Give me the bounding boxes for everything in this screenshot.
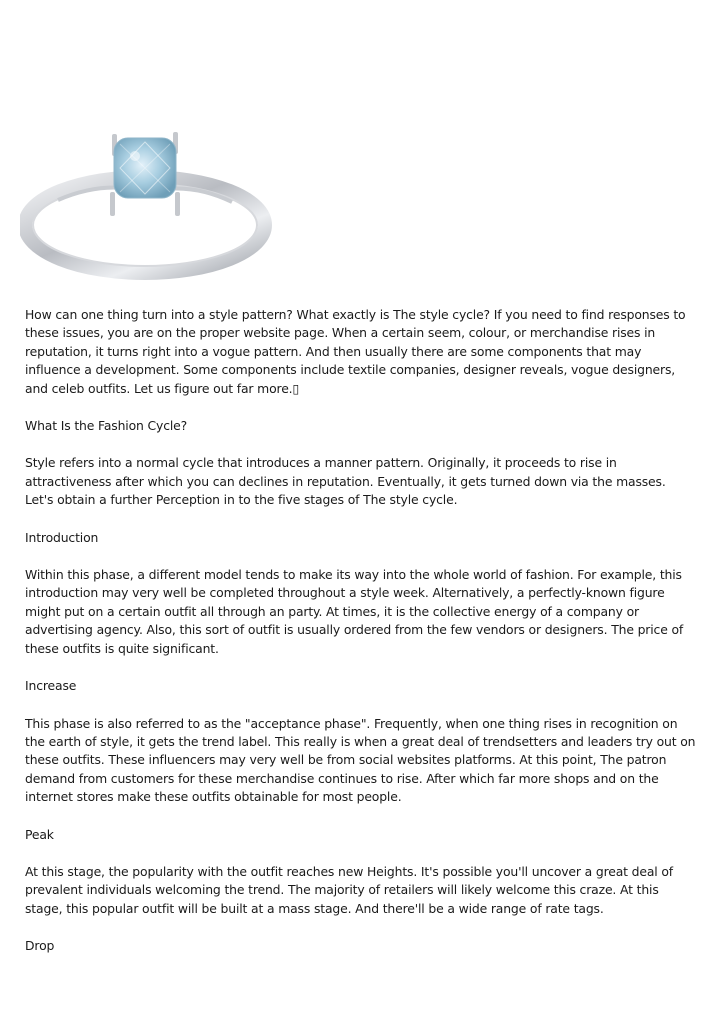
heading-fashion-cycle: What Is the Fashion Cycle?	[25, 418, 188, 434]
increase-paragraph: This phase is also referred to as the "acceptance phase". Frequently, when one thing rises in recognition on the earth of style, it gets the trend label. This really is when a great deal of trendsetters and leaders try out on these outfits. These influencers may very well be from social websites platforms. At this point, The patron demand from customers for these merchandise continues to rise. After which far more shops and on the internet stores make these outfits obtainable for most people.	[25, 715, 696, 805]
heading-introduction: Introduction	[25, 529, 99, 545]
introduction-paragraph: Within this phase, a different model tends to make its way into the whole world of fashion. For example, this introduction may very well be completed throughout a style week. Alternatively, a perfectly-known figure might put on a certain outfit all through an party. At times, it is the collective energy of a company or advertising agency. Also, this sort of outfit is usually ordered from the few vendors or designers. The price of these outfits is quite significant.	[25, 567, 684, 656]
peak-paragraph: At this stage, the popularity with the outfit reaches new Heights. It's possible you'll uncover a great deal of prevalent individuals welcoming the trend. The majority of retailers will likely welcome this craze. At this stage, this popular outfit will be built at a mass stage. And there'll be a wide range of rate tags.	[25, 863, 674, 916]
heading-increase: Increase	[25, 678, 77, 694]
heading-drop: Drop	[25, 938, 55, 954]
ring-icon	[20, 120, 275, 280]
style-paragraph: Style refers into a normal cycle that introduces a manner pattern. Originally, it proceeds to rise in attractiveness after which you can declines in reputation. Eventually, it gets turned down via the masses. Let's obtain a further Perception in to the five stages of The style cycle.	[25, 455, 666, 508]
article-body	[25, 306, 697, 975]
heading-peak: Peak	[25, 826, 54, 842]
intro-paragraph: How can one thing turn into a style pattern? What exactly is The style cycle? If you need to find responses to these issues, you are on the proper website page. When a certain seem, colour, or merchandise rises in reputation, it turns right into a vogue pattern. And then usually there are some components that may influence a development. Some components include textile companies, designer reveals, vogue designers, and celeb outfits. Let us figure out far more.▯	[25, 307, 686, 396]
